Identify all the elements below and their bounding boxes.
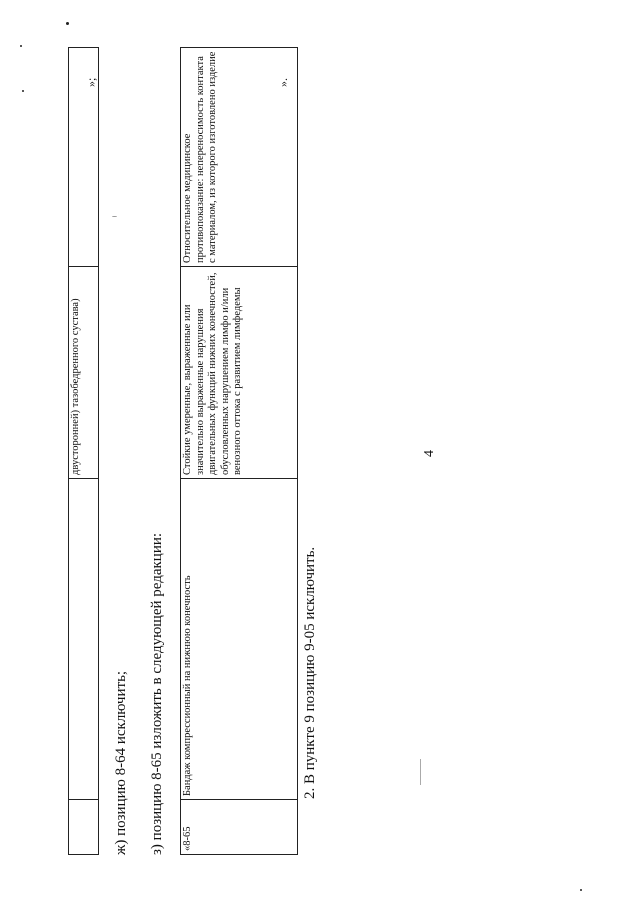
position-code: «8-65 (181, 800, 298, 855)
scan-speck (580, 889, 582, 891)
medical-contraindications: Относительное медицинское противопоказание: непереносимость контакта с материалом, из которого изготовлено изделие (181, 48, 298, 267)
paragraph-item-2: 2. В пункте 9 позицию 9-05 исключить. (302, 546, 318, 799)
page-number: 4 (422, 450, 437, 457)
medical-indications: Стойкие умеренные, выраженные или значительно выраженные нарушения двигательных функций нижних конечностей, обусловленных нарушением лимфо и/или венозного оттока с развитием лимфедемы (181, 267, 298, 479)
closing-quote: ». (276, 78, 290, 87)
scan-speck (20, 45, 22, 47)
table-cell (69, 479, 99, 800)
scan-speck (66, 22, 69, 25)
closing-quote: »; (84, 77, 98, 87)
scan-artifact (420, 759, 421, 785)
table-cell: двусторонней) тазобедренного сустава) (69, 267, 99, 479)
table-continuation (68, 47, 99, 855)
scan-speck (22, 90, 24, 92)
paragraph-edit-8-65: з) позицию 8-65 изложить в следующей редакции: (149, 532, 165, 855)
product-name: Бандаж компрессионный на нижнюю конечность (181, 479, 298, 800)
table-row (181, 48, 298, 855)
table-row (69, 48, 99, 855)
paragraph-exclude-8-64: ж) позицию 8-64 исключить; (113, 670, 129, 855)
scan-speck (112, 216, 117, 217)
table-cell (69, 800, 99, 855)
table-position-8-65 (180, 47, 298, 855)
